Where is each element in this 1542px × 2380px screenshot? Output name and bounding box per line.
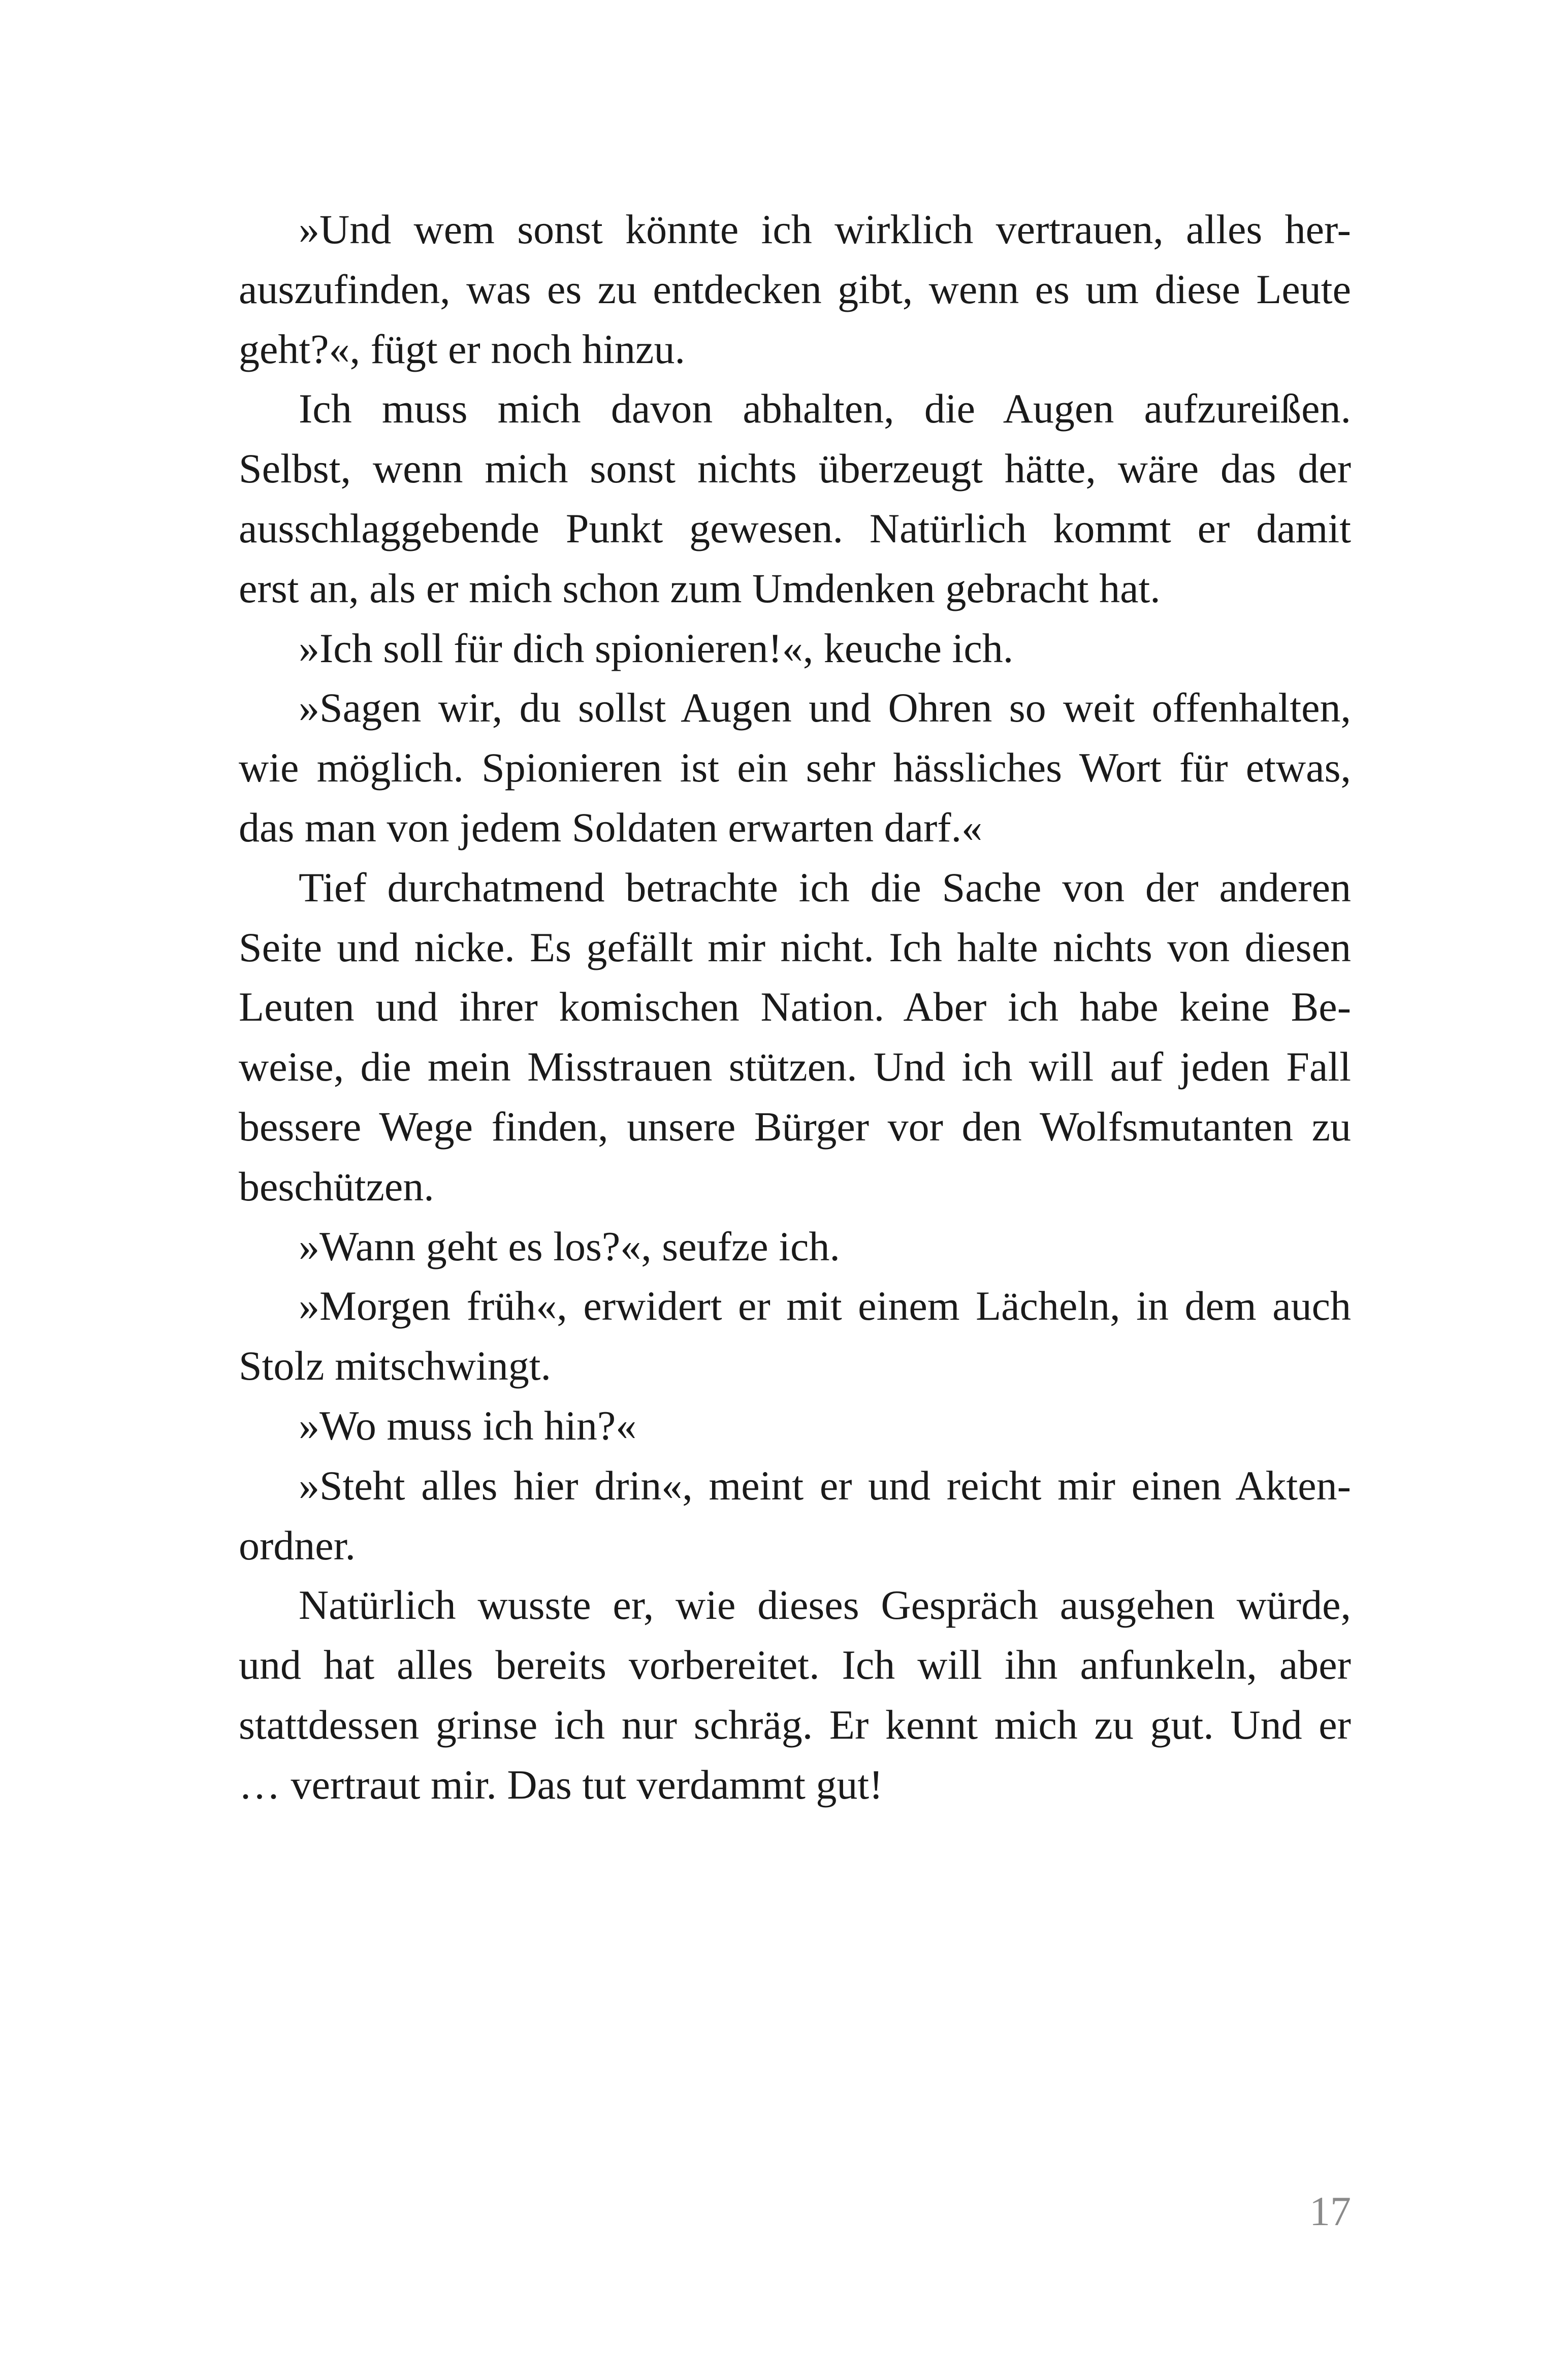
text-line: das man von jedem Soldaten erwarten darf.« — [239, 804, 983, 851]
text-line: auszufinden, was es zu entdecken gibt, wenn es um diese Leute — [239, 266, 1351, 312]
text-line: Selbst, wenn mich sonst nichts überzeugt hätte, wäre das der — [239, 445, 1351, 492]
text-line: »Sagen wir, du sollst Augen und Ohren so weit offenhalten, — [299, 684, 1351, 731]
text-line: Seite und nicke. Es gefällt mir nicht. Ich halte nichts von diesen — [239, 924, 1351, 970]
text-line: »Wann geht es los?«, seufze ich. — [299, 1223, 840, 1269]
page-number: 17 — [1309, 2188, 1351, 2234]
text-line: Natürlich wusste er, wie dieses Gespräch ausgehen würde, — [299, 1582, 1351, 1628]
text-line: stattdessen grinse ich nur schräg. Er kennt mich zu gut. Und er — [239, 1701, 1351, 1748]
text-line: beschützen. — [239, 1163, 434, 1210]
text-line: ordner. — [239, 1522, 356, 1569]
text-line: … vertraut mir. Das tut verdammt gut! — [239, 1761, 883, 1808]
text-line: Tief durchatmend betrachte ich die Sache von der anderen — [299, 864, 1351, 910]
body-text — [239, 200, 1351, 1815]
text-line: »Wo muss ich hin?« — [299, 1402, 637, 1449]
text-line: »Steht alles hier drin«, meint er und reicht mir einen Akten- — [299, 1462, 1351, 1509]
text-line: »Und wem sonst könnte ich wirklich vertrauen, alles her- — [299, 206, 1351, 252]
text-line: geht?«, fügt er noch hinzu. — [239, 325, 685, 372]
text-line: weise, die mein Misstrauen stützen. Und ich will auf jeden Fall — [239, 1044, 1351, 1090]
text-line: wie möglich. Spionieren ist ein sehr hässliches Wort für etwas, — [239, 744, 1351, 791]
text-line: Ich muss mich davon abhalten, die Augen aufzureißen. — [299, 385, 1351, 432]
text-line: »Ich soll für dich spionieren!«, keuche ich. — [299, 625, 1014, 671]
text-line: erst an, als er mich schon zum Umdenken gebracht hat. — [239, 565, 1161, 611]
text-line: bessere Wege finden, unsere Bürger vor den Wolfsmutanten zu — [239, 1103, 1351, 1150]
text-line: Leuten und ihrer komischen Nation. Aber ich habe keine Be- — [239, 984, 1351, 1030]
text-line: und hat alles bereits vorbereitet. Ich will ihn anfunkeln, aber — [239, 1642, 1351, 1688]
text-line: »Morgen früh«, erwidert er mit einem Lächeln, in dem auch — [299, 1283, 1351, 1329]
text-line: ausschlaggebende Punkt gewesen. Natürlich kommt er damit — [239, 505, 1351, 551]
text-line: Stolz mitschwingt. — [239, 1343, 551, 1389]
